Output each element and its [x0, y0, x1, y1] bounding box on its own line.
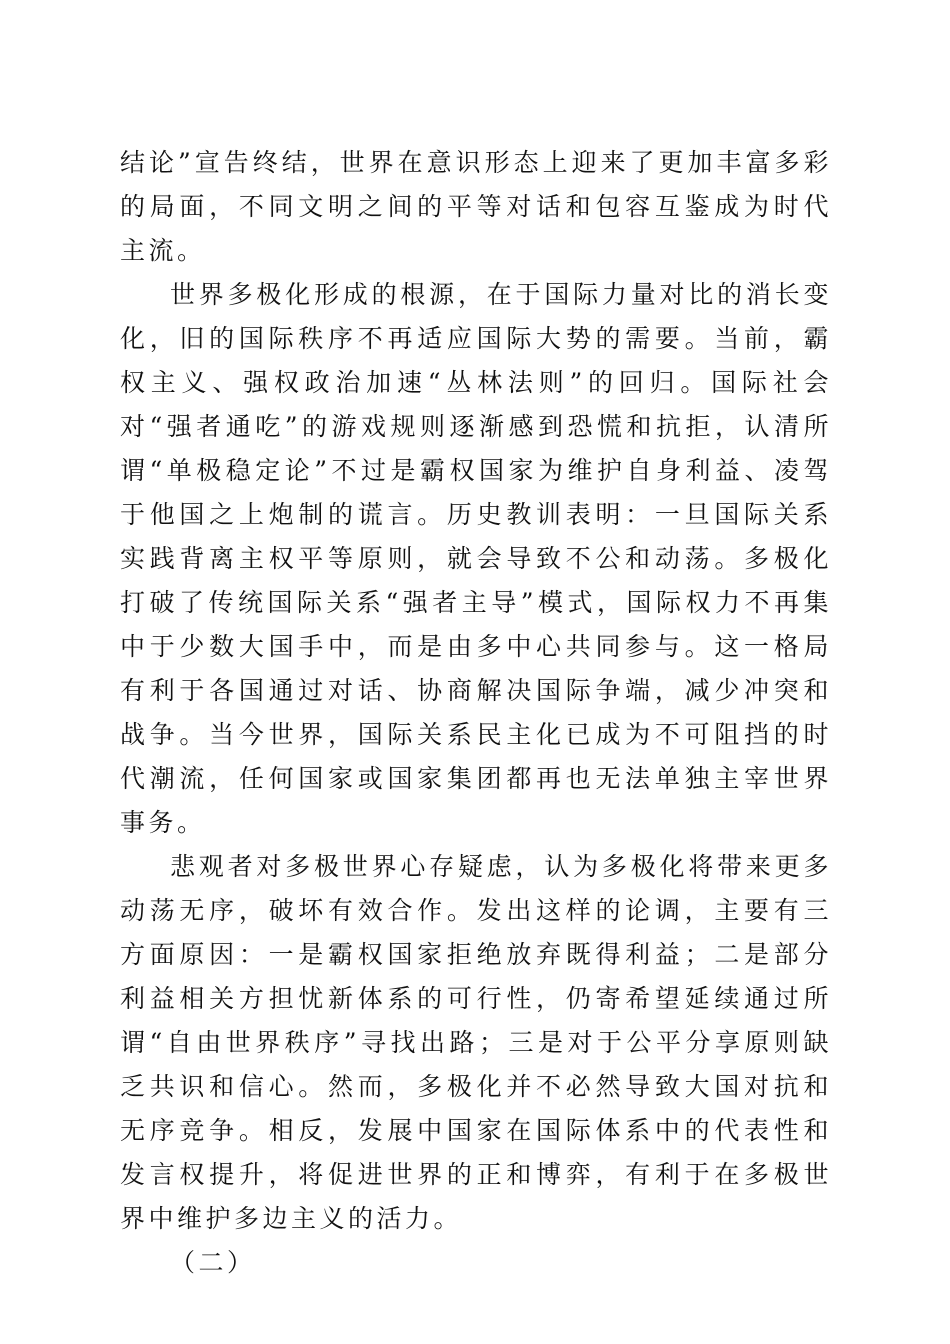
paragraph-multipolarity-roots: 世界多极化形成的根源，在于国际力量对比的消长变化，旧的国际秩序不再适应国际大势的需要。当前，霸权主义、强权政治加速“丛林法则”的回归。国际社会对“强者通吃”的游戏规则逐渐感到恐慌和抗拒，认清所谓“单极稳定论”不过是霸权国家为维护自身利益、凌驾于他国之上炮制的谎言。历史教训表明：一旦国际关系实践背离主权平等原则，就会导致不公和动荡。多极化打破了传统国际关系“强者主导”模式，国际权力不再集中于少数大国手中，而是由多中心共同参与。这一格局有利于各国通过对话、协商解决国际争端，减少冲突和战争。当今世界，国际关系民主化已成为不可阻挡的时代潮流，任何国家或国家集团都再也无法单独主宰世界事务。 — [120, 280, 832, 837]
document-body — [120, 141, 832, 1285]
paragraph-pessimists-view: 悲观者对多极世界心存疑虑，认为多极化将带来更多动荡无序，破坏有效合作。发出这样的论调，主要有三方面原因：一是霸权国家拒绝放弃既得利益；二是部分利益相关方担忧新体系的可行性，仍寄希望延续通过所谓“自由世界秩序”寻找出路；三是对于公平分享原则缺乏共识和信心。然而，多极化并不必然导致大国对抗和无序竞争。相反，发展中国家在国际体系中的代表性和发言权提升，将促进世界的正和博弈，有利于在多极世界中维护多边主义的活力。 — [120, 852, 832, 1233]
section-heading: （二） — [170, 1248, 256, 1277]
paragraph-continuation: 结论”宣告终结，世界在意识形态上迎来了更加丰富多彩的局面，不同文明之间的平等对话和包容互鉴成为时代主流。 — [120, 148, 832, 265]
